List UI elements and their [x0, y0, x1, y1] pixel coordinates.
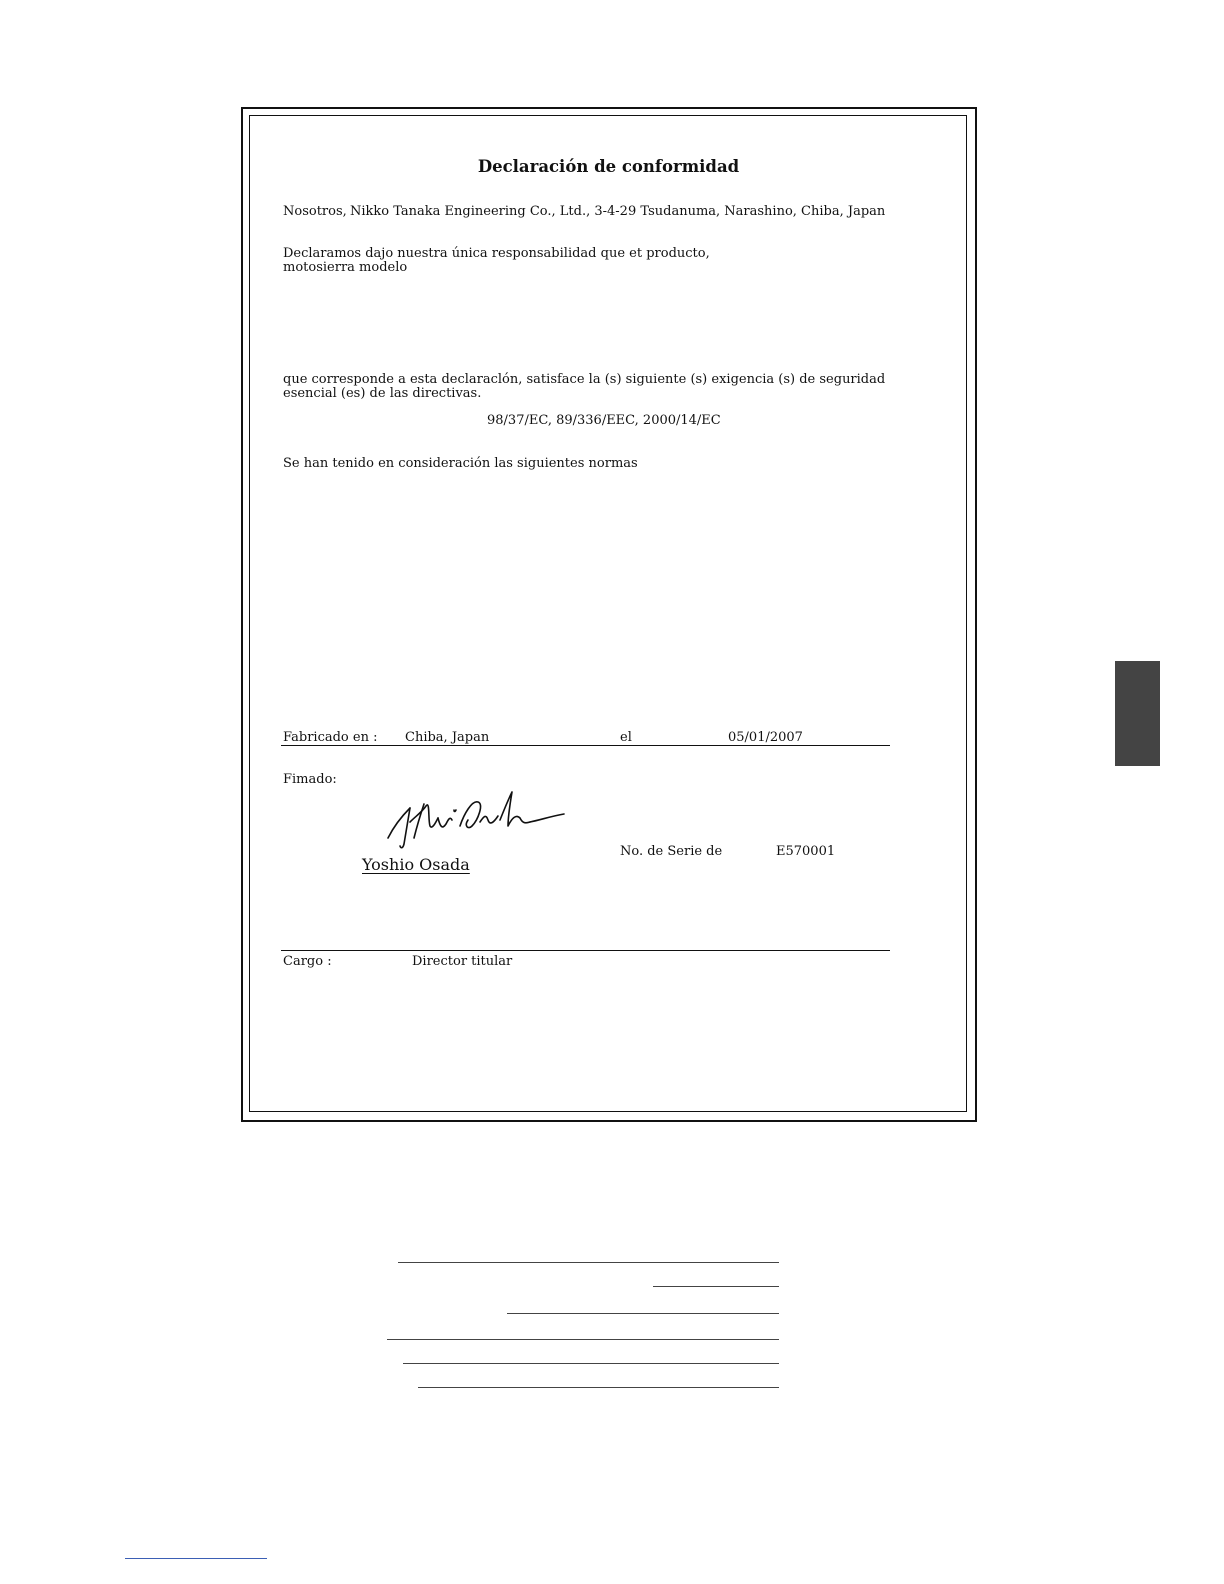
position-label: Cargo :	[283, 954, 332, 969]
directives-list: 98/37/EC, 89/336/EEC, 2000/14/EC	[487, 413, 721, 428]
declaration-line-1: Declaramos dajo nuestra única responsabilidad que et producto,	[283, 246, 710, 261]
company-address: Nikko Tanaka Engineering Co., Ltd., 3-4-29 Tsudanuma, Narashino, Chiba, Japan	[350, 204, 886, 219]
manufactured-place: Chiba, Japan	[405, 730, 490, 745]
position-overline	[281, 950, 890, 951]
blank-line-3	[507, 1313, 779, 1314]
date-label: el	[620, 730, 632, 745]
declaration-line-2: motosierra modelo	[283, 260, 408, 275]
blank-line-2	[653, 1286, 779, 1287]
conformity-text: que corresponde a esta declaraclón, satisface la (s) siguiente (s) exigencia (s) de seguridad esencial (es) de las directivas.	[283, 372, 886, 401]
serial-label: No. de Serie de	[620, 844, 723, 859]
signed-label: Fimado:	[283, 772, 337, 787]
position-value: Director titular	[412, 954, 513, 969]
serial-value: E570001	[776, 844, 836, 859]
blank-line-5	[403, 1363, 779, 1364]
blank-line-4	[387, 1339, 779, 1340]
signer-name: Yoshio Osada	[362, 855, 470, 874]
section-side-tab	[1115, 661, 1160, 766]
blank-line-6	[418, 1387, 779, 1388]
document-title: Declaración de conformidad	[477, 157, 740, 176]
date-value: 05/01/2007	[728, 730, 803, 745]
handwritten-signature	[380, 786, 570, 852]
manufactured-underline	[281, 745, 890, 746]
manufactured-label: Fabricado en :	[283, 730, 378, 745]
standards-intro: Se han tenido en consideración las siguientes normas	[283, 456, 638, 471]
footer-link-underline[interactable]	[125, 1558, 267, 1559]
blank-line-1	[398, 1262, 779, 1263]
nosotros-label: Nosotros,	[283, 204, 347, 219]
